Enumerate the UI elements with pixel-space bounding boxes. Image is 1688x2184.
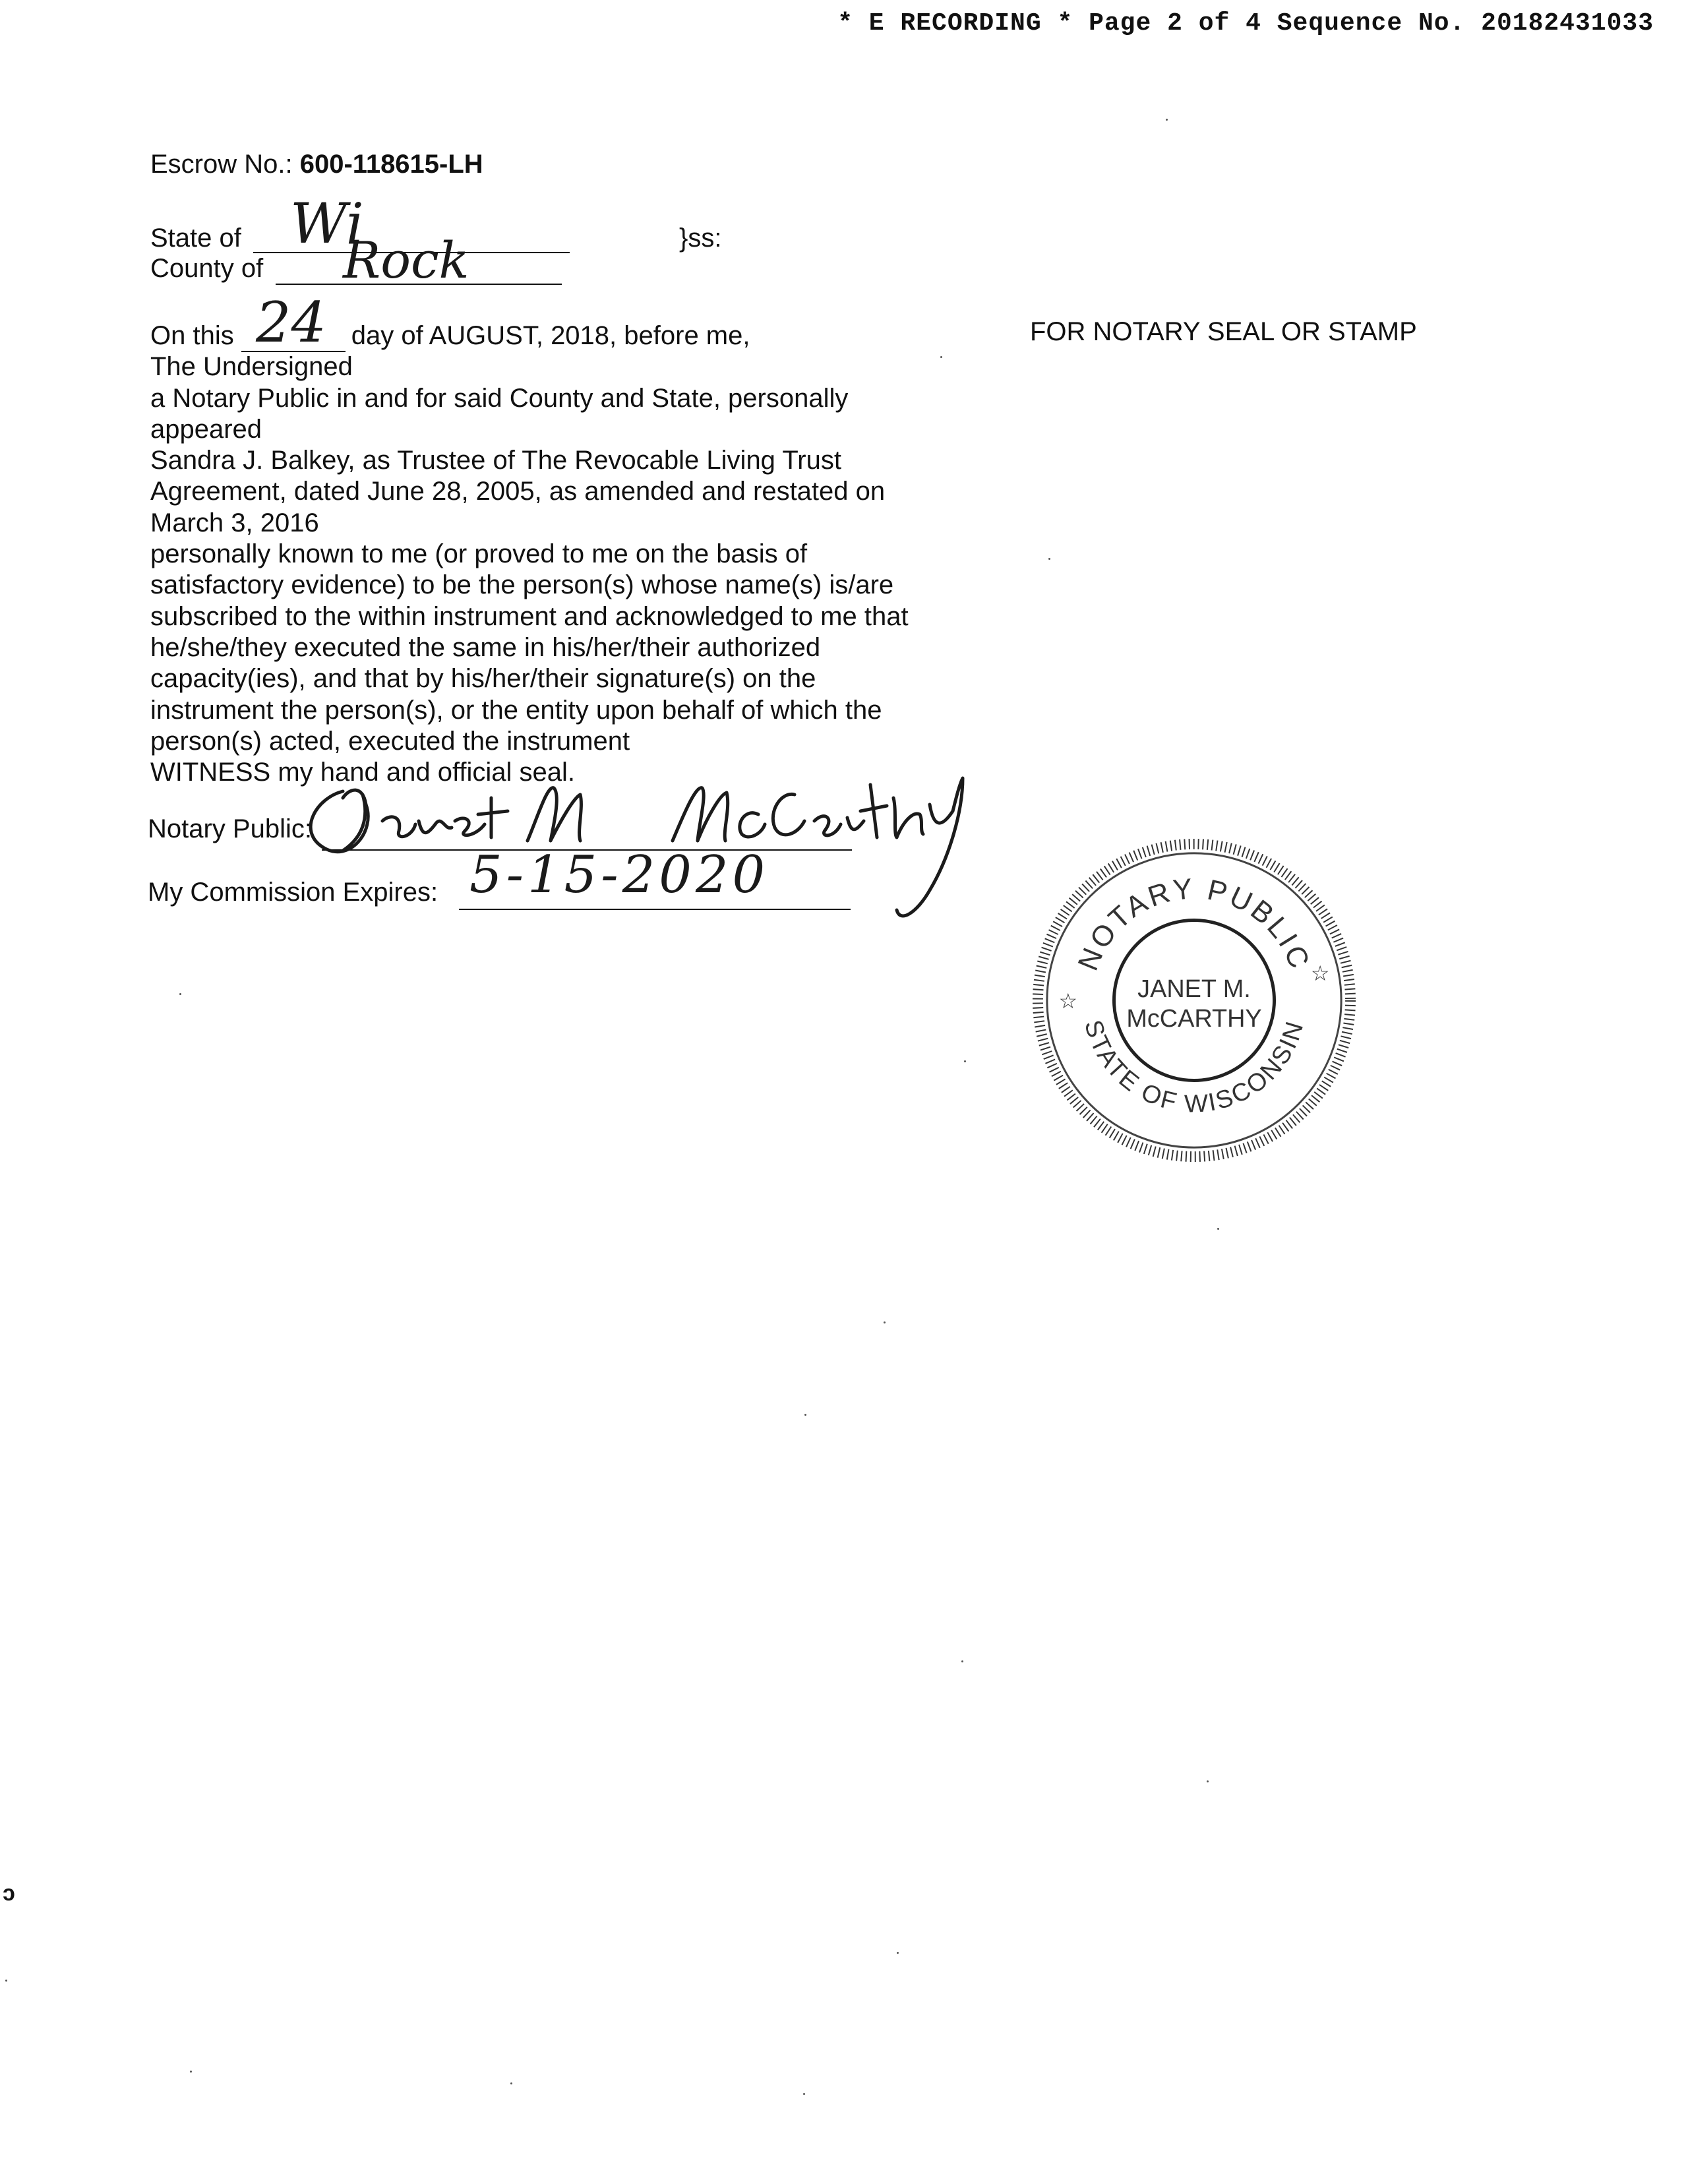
day-handwritten-value: 24: [256, 290, 326, 355]
ack-line: Agreement, dated June 28, 2005, as amended and restated on: [150, 477, 886, 506]
state-label: State of: [150, 224, 241, 253]
margin-mark: ɔ: [3, 1881, 15, 1906]
escrow-line: [150, 149, 483, 180]
date-rest-text: day of AUGUST, 2018, before me,: [351, 321, 750, 350]
ack-line: satisfactory evidence) to be the person(s) whose name(s) is/are: [150, 570, 894, 600]
scan-speck: [1217, 1228, 1219, 1230]
scan-speck: [940, 356, 942, 358]
escrow-label: Escrow No.:: [150, 150, 300, 179]
scan-speck: [884, 1321, 886, 1323]
county-label: County of: [150, 254, 264, 283]
ack-line: The Undersigned: [150, 352, 353, 382]
scan-speck: [964, 1060, 966, 1062]
ack-line: he/she/they executed the same in his/her/their authorized: [150, 632, 821, 662]
notary-public-label: Notary Public:: [148, 814, 312, 843]
commission-handwritten-value: 5-15-2020: [469, 845, 769, 905]
seal-top-text: NOTARY PUBLIC: [1071, 872, 1317, 975]
commission-label: My Commission Expires:: [148, 878, 438, 907]
seal-bottom-text: STATE OF WISCONSIN: [1079, 1017, 1310, 1118]
county-handwritten-value: Rock: [343, 231, 469, 289]
scan-speck: [897, 1952, 899, 1954]
scan-speck: [804, 1414, 806, 1416]
seal-star-icon: ☆: [1058, 988, 1078, 1014]
scan-speck: [961, 1660, 963, 1662]
state-handwritten-value: Wi: [290, 191, 364, 256]
scan-speck: [1166, 119, 1168, 121]
scan-speck: [510, 2082, 512, 2084]
seal-name-line2: McCARTHY: [1126, 1004, 1262, 1033]
seal-star-icon: ☆: [1310, 961, 1330, 986]
scan-speck: [179, 993, 181, 995]
scan-speck: [5, 1980, 7, 1982]
ack-line: capacity(ies), and that by his/her/their signature(s) on the: [150, 664, 816, 694]
seal-box-label: FOR NOTARY SEAL OR STAMP: [1030, 317, 1417, 346]
seal-name-line1: JANET M.: [1137, 975, 1251, 1004]
recording-header: * E RECORDING * Page 2 of 4 Sequence No. 20182431033: [837, 9, 1654, 38]
on-this-label: On this: [150, 321, 234, 350]
ack-line: Sandra J. Balkey, as Trustee of The Revocable Living Trust: [150, 446, 841, 475]
ack-line: March 3, 2016: [150, 508, 319, 537]
scan-speck: [190, 2071, 192, 2073]
escrow-number: 600-118615-LH: [299, 150, 483, 179]
notary-seal: [1030, 836, 1358, 1165]
ss-mark: }ss:: [679, 224, 722, 253]
scan-speck: [1207, 1780, 1209, 1782]
svg-text:NOTARY PUBLIC: [1071, 872, 1316, 975]
scan-speck: [1048, 558, 1050, 560]
ack-line: WITNESS my hand and official seal.: [150, 758, 575, 787]
ack-line: personally known to me (or proved to me on the basis of: [150, 539, 808, 569]
ack-line: appeared: [150, 414, 262, 444]
ack-line: instrument the person(s), or the entity upon behalf of which the: [150, 695, 882, 725]
ack-line: person(s) acted, executed the instrument: [150, 726, 630, 756]
ack-line: a Notary Public in and for said County and State, personally: [150, 383, 849, 413]
ack-line: subscribed to the within instrument and acknowledged to me that: [150, 601, 909, 631]
acknowledgment-body: [150, 320, 909, 788]
scan-speck: [803, 2093, 805, 2095]
